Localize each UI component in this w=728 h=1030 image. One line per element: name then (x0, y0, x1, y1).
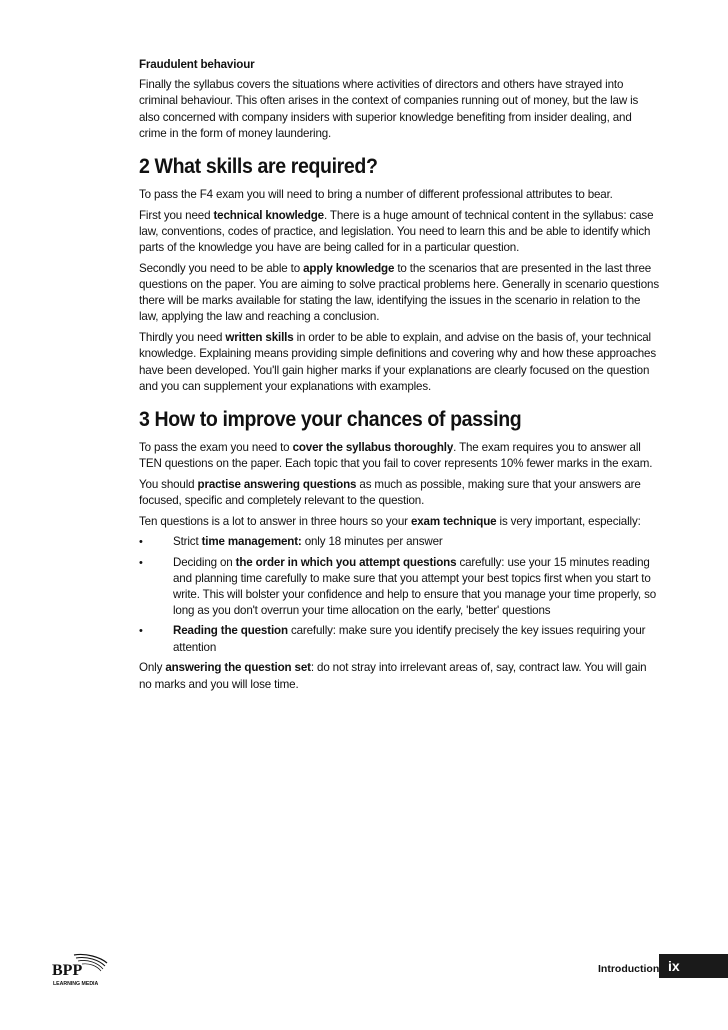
paragraph: Only answering the question set: do not stray into irrelevant areas of, say, contract law. You will gain no marks and you will lose time. (139, 661, 647, 691)
key-term: apply knowledge (303, 261, 395, 275)
key-term: answering the question set (165, 661, 311, 675)
paragraph: Thirdly you need written skills in order to be able to explain, and advise on the basis of, your technical knowledge. Explaining means providing simple definitions and covering why and how these approaches have been developed. You'll gain higher marks if your explanations are clearly focused on the question and you can supplement your explanations with examples. (139, 331, 657, 393)
paragraph: You should practise answering questions as much as possible, making sure that your answers are focused, specific and completely relevant to the question. (139, 477, 641, 508)
subheading-fraudulent-behaviour: Fraudulent behaviour (139, 58, 255, 71)
list-item: • Deciding on the order in which you attempt questions carefully: use your 15 minutes reading and planning time carefully to make sure that you attempt your best topics first when you start to write. This will bolster your confidence and help to ensure that you manage your time properly, so long as you don't overrun your time allocation on the early, 'better' questions (139, 555, 657, 618)
bullet-icon: • (139, 556, 143, 569)
paragraph: Ten questions is a lot to answer in three hours so your exam technique is very important, especially: (139, 514, 641, 528)
bullet-list (139, 534, 659, 655)
key-term: cover the syllabus thoroughly (292, 440, 454, 454)
section-heading-skills: 2 What skills are required? (139, 155, 378, 179)
key-term: practise answering questions (197, 477, 357, 491)
bullet-icon: • (139, 625, 143, 638)
paragraph: Secondly you need to be able to apply knowledge to the scenarios that are presented in the last three questions on the paper. You are aiming to solve practical problems here. Generally in scenario questions there will be marks available for stating the law, identifying the issues in the scenario in relation to the law, applying the law and reaching a conclusion. (139, 261, 659, 324)
bullet-icon: • (139, 536, 143, 549)
paragraph: First you need technical knowledge. There is a huge amount of technical content in the syllabus: case law, conventions, codes of practice, and legislation. You need to learn this and be able to identify which parts of the knowledge you have are being called for in a particular question. (139, 208, 654, 255)
page-number: ix (659, 954, 728, 978)
list-item: • Strict time management: only 18 minutes per answer (139, 534, 659, 550)
svg-text:BPP: BPP (52, 962, 83, 979)
svg-text:LEARNING MEDIA: LEARNING MEDIA (53, 981, 99, 987)
key-term: written skills (225, 331, 294, 345)
bpp-logo (52, 953, 108, 987)
page-body (139, 57, 659, 697)
key-term: technical knowledge (213, 208, 324, 222)
key-term: exam technique (410, 514, 497, 528)
footer-section-label: Introduction (598, 963, 660, 975)
paragraph: Finally the syllabus covers the situations where activities of directors and others have strayed into criminal behaviour. This often arises in the context of companies running out of money, but the law is also concerned with company insiders with superior knowledge benefiting from insider dealing, and crime in the form of money laundering. (139, 78, 639, 140)
paragraph: To pass the exam you need to cover the syllabus thoroughly. The exam requires you to answer all TEN questions on the paper. Each topic that you fail to cover represents 10% fewer marks in the exam. (139, 440, 653, 471)
section-heading-passing: 3 How to improve your chances of passing (139, 407, 522, 431)
paragraph: To pass the F4 exam you will need to bring a number of different professional attributes to bear. (139, 188, 613, 202)
list-item: • Reading the question carefully: make sure you identify precisely the key issues requiring your attention (139, 624, 646, 654)
